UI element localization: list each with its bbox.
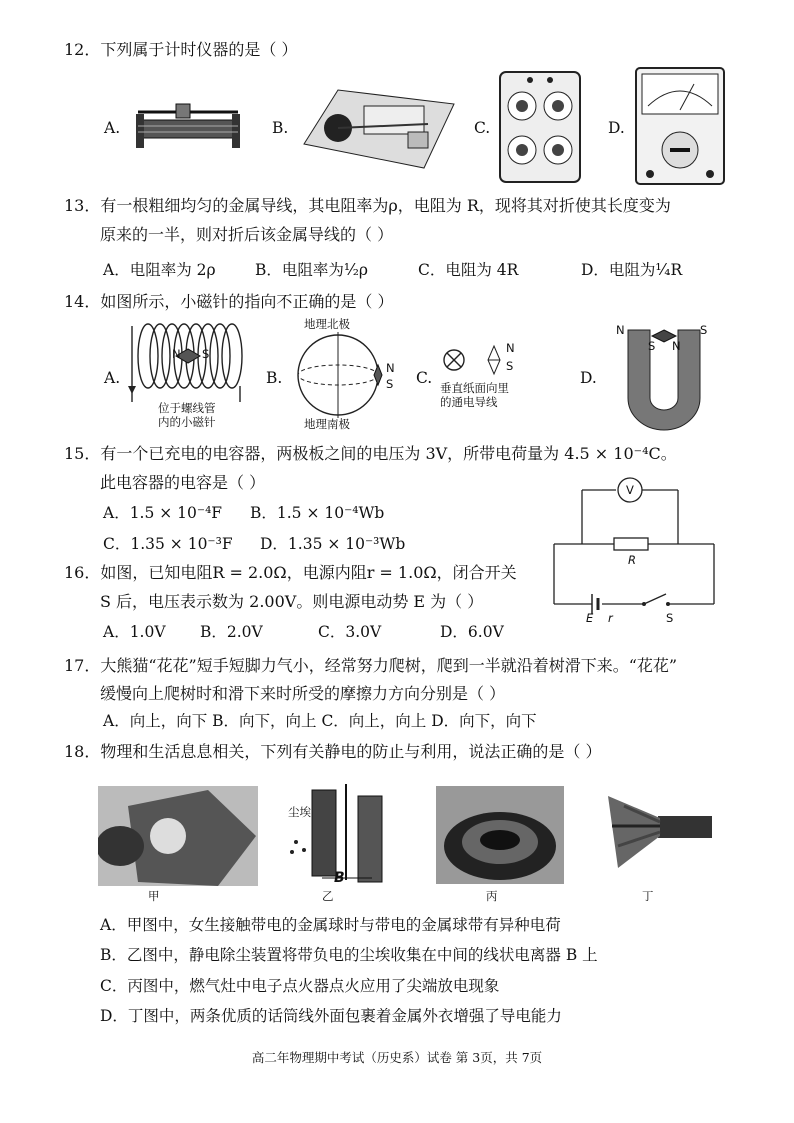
q18-dust-label: 尘埃 [288,805,311,819]
q16-stem-line-1: 16．如图，已知电阻R = 2.0Ω，电源内阻r = 1.0Ω，闭合开关 [64,563,517,582]
q16-option-b: B．2.0V [200,623,263,641]
q14-d-s-inner: S [648,339,656,353]
q12-option-d-label: D. [608,119,625,137]
q13-stem-line-1: 13．有一根粗细均匀的金属导线，其电阻率为ρ，电阻为 R，现将其对折使其长度变为 [64,196,671,215]
q15-stem-line-1: 15．有一个已充电的电容器，两极板之间的电压为 3V，所带电荷量为 4.5 × 10⁻⁴C。 [64,444,677,463]
q18-option-a: A．甲图中，女生接触带电的金属球时与带电的金属球带有异种电荷 [100,916,561,934]
q14-option-b-label: B. [266,369,283,387]
page-footer: 高二年物理期中考试（历史系）试卷 第 3页，共 7页 [251,1050,543,1065]
q15-option-d: D．1.35 × 10⁻³Wb [260,535,406,553]
q18-caption-jia: 甲 [148,889,160,903]
q14-stem: 14．如图所示，小磁针的指向不正确的是（ ） [64,292,394,311]
q18-caption-yi: 乙 [322,889,334,903]
q14-d-s-outer: S [700,323,708,337]
q13-option-c: C．电阻为 4R [418,261,519,279]
q14-option-a-label: A. [104,369,121,387]
q18-option-b: B．乙图中，静电除尘装置将带负电的尘埃收集在中间的线状电离器 B 上 [100,946,598,964]
q14-d-n-outer: N [616,323,625,337]
q16-resistor-label: R [628,553,636,567]
q14-b-north-label: 地理北极 [304,317,350,331]
q13-option-b: B．电阻率为¹⁄₂ρ [255,261,369,279]
q16-voltmeter-label: V [626,483,634,497]
q14-c-caption-1: 垂直纸面向里 [440,381,509,395]
q18-caption-ding: 丁 [642,889,654,903]
q14-wire-figure [440,344,512,378]
q15-option-a: A．1.5 × 10⁻⁴F [103,504,223,522]
q13-stem-line-2: 原来的一半，则对折后该金属导线的（ ） [100,225,394,244]
q16-emf-label: E [586,611,594,625]
q14-a-caption-2: 内的小磁针 [158,415,216,429]
q18-figure-ding [588,786,712,886]
q14-u-magnet-figure [624,326,704,434]
q18-caption-bing: 丙 [486,889,498,903]
q17-stem-line-2: 缓慢向上爬树时和滑下来时所受的摩擦力方向分别是（ ） [100,684,506,703]
q15-option-c: C．1.35 × 10⁻³F [103,535,233,553]
q14-d-n-inner: N [672,339,681,353]
q14-a-n-label: N [172,347,181,361]
q14-a-caption-1: 位于螺线管 [158,401,216,415]
q14-c-s-label: S [506,359,514,373]
q17-options: A．向上，向下 B．向下，向上 C．向上，向上 D．向下，向下 [103,712,537,730]
q14-option-c-label: C. [416,369,433,387]
q18-figure-jia [98,786,258,886]
q13-option-d: D．电阻为¹⁄₄R [581,261,683,279]
q14-c-n-label: N [506,341,515,355]
q12-resistance-box-image [498,70,582,184]
q12-option-c-label: C. [474,119,491,137]
q12-option-a-label: A. [104,119,121,137]
q16-circuit-diagram [550,472,718,614]
q14-b-south-label: 地理南极 [304,417,350,431]
q18-b-label: B [334,870,345,886]
q12-multimeter-image [634,66,726,186]
q16-option-c: C．3.0V [318,623,382,641]
q14-option-d-label: D. [580,369,597,387]
q14-solenoid-figure [126,316,250,406]
q18-option-c: C．丙图中，燃气灶中电子点火器点火应用了尖端放电现象 [100,977,500,995]
q15-option-b: B．1.5 × 10⁻⁴Wb [250,504,385,522]
q16-internal-r-label: r [608,611,613,625]
q16-switch-label: S [666,611,674,625]
q14-b-n-label: N [386,361,395,375]
q14-earth-figure [292,330,392,420]
q18-stem: 18．物理和生活息息相关，下列有关静电的防止与利用，说法正确的是（ ） [64,742,602,761]
q18-option-d: D．丁图中，两条优质的话筒线外面包裹着金属外衣增强了导电能力 [100,1007,562,1025]
q14-a-s-label: S [202,347,210,361]
q12-option-b-label: B. [272,119,289,137]
q18-figure-bing [436,786,564,884]
q14-b-s-label: S [386,377,394,391]
q12-timer-image [298,84,458,172]
q12-stem: 12．下列属于计时仪器的是（ ） [64,40,298,59]
q13-option-a: A．电阻率为 2ρ [103,261,216,279]
q14-c-caption-2: 的通电导线 [440,395,498,409]
q12-rheostat-image [128,100,248,160]
q16-option-d: D．6.0V [440,623,504,641]
q17-stem-line-1: 17．大熊猫“花花”短手短脚力气小，经常努力爬树，爬到一半就沿着树滑下来。“花花” [64,656,678,675]
q16-stem-line-2: S 后，电压表示数为 2.00V。则电源电动势 E 为（ ） [100,592,484,611]
q15-stem-line-2: 此电容器的电容是（ ） [100,473,266,492]
q16-option-a: A．1.0V [103,623,166,641]
